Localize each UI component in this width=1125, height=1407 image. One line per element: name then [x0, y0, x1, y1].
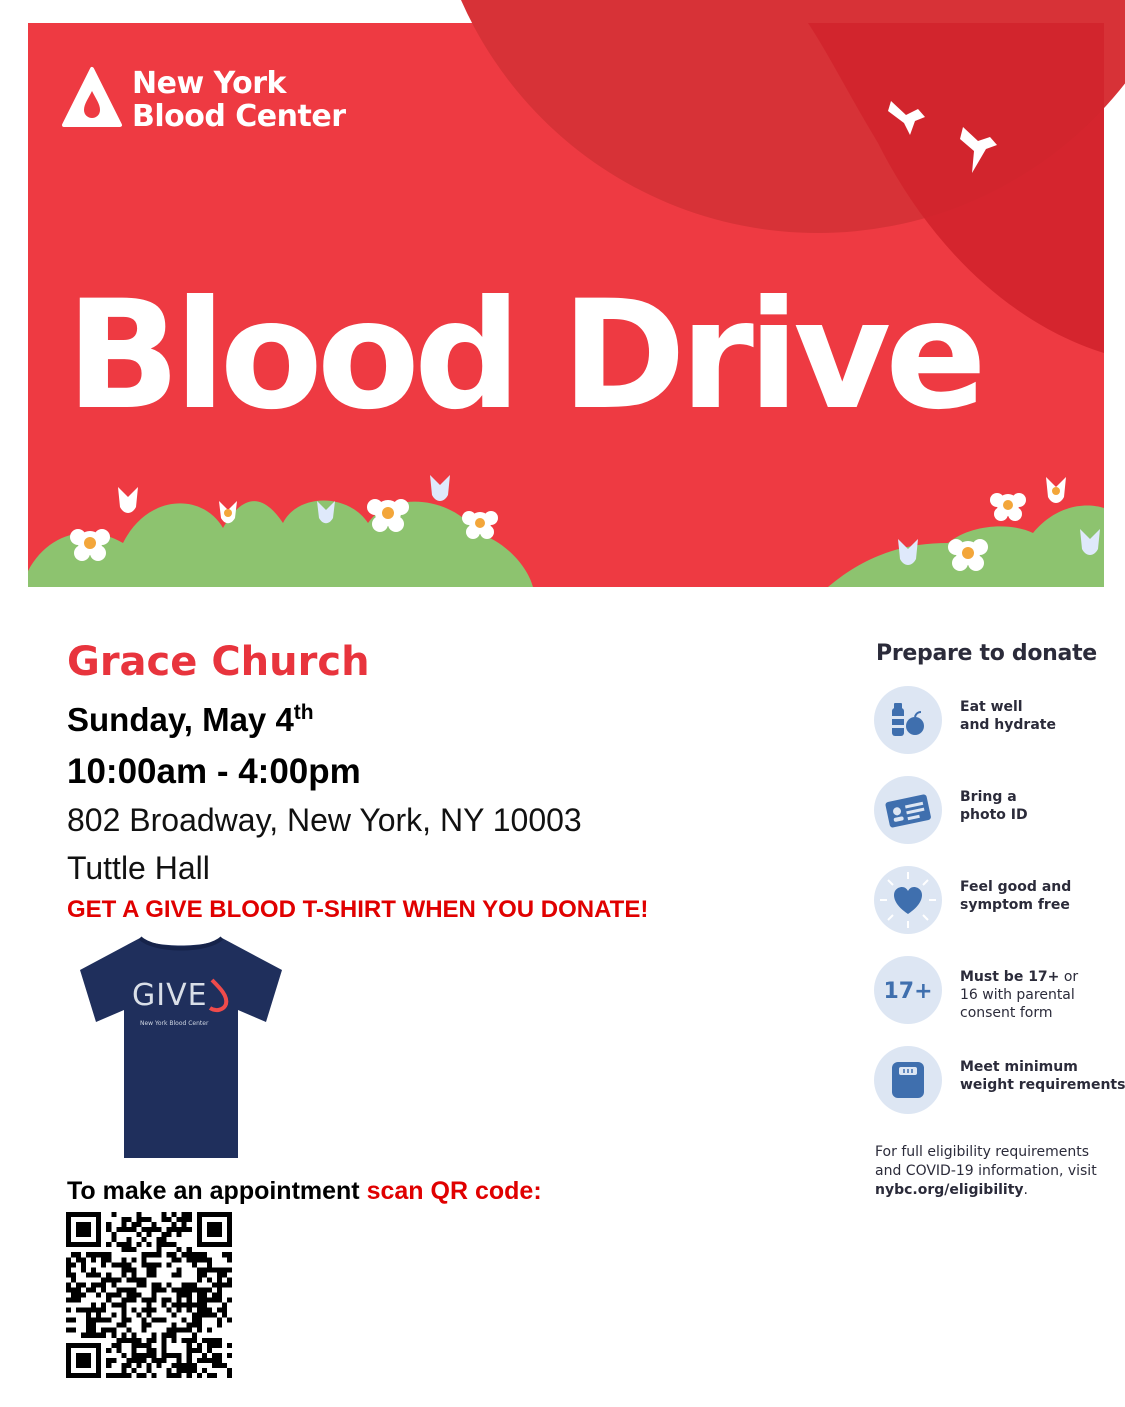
step-icon-circle — [874, 866, 942, 934]
appointment-label: To make an appointment — [67, 1177, 360, 1205]
step-text-line2: 16 with parental — [960, 987, 1075, 1003]
water-apple-icon — [874, 686, 942, 754]
hill-shape — [28, 501, 1104, 588]
qr-code[interactable] — [66, 1212, 232, 1378]
nybc-logo-icon — [62, 67, 122, 129]
step-icon-circle — [874, 1046, 942, 1114]
eligibility-end: . — [1023, 1182, 1028, 1198]
event-date — [67, 696, 314, 744]
appointment-cta: scan QR code: — [366, 1177, 542, 1205]
venue-name: Grace Church — [67, 639, 370, 685]
eligibility-line2: and COVID-19 information, visit — [875, 1163, 1097, 1179]
scale-icon — [874, 1046, 942, 1114]
eligibility-note — [875, 1143, 1097, 1200]
tshirt-print-subtext: New York Blood Center — [140, 1020, 209, 1027]
age-17-icon — [874, 956, 942, 1024]
step-icon-circle — [874, 776, 942, 844]
brand-name-line2: Blood Center — [132, 99, 346, 134]
age-icon-text: 17+ — [883, 979, 933, 1004]
heart-icon — [874, 866, 942, 934]
event-time: 10:00am - 4:00pm — [67, 752, 361, 791]
step-text-bold: Must be 17+ — [960, 969, 1060, 985]
step-text-bold-2: photo ID — [960, 807, 1028, 823]
header-banner — [28, 23, 1104, 587]
tshirt-image — [70, 930, 292, 1162]
step-icon-circle — [874, 956, 942, 1024]
event-room: Tuttle Hall — [67, 850, 210, 886]
step-label — [960, 1058, 1125, 1094]
tshirt-print-text: GIVE — [132, 978, 208, 1013]
prepare-title: Prepare to donate — [876, 641, 1097, 666]
step-label — [960, 788, 1028, 824]
step-text-bold-2: weight requirements — [960, 1077, 1125, 1093]
step-text-bold: Meet minimum — [960, 1059, 1078, 1075]
step-text-line3: consent form — [960, 1005, 1053, 1021]
step-text-bold: Eat well — [960, 699, 1023, 715]
step-text-bold: Bring a — [960, 789, 1017, 805]
eligibility-line1: For full eligibility requirements — [875, 1144, 1089, 1160]
brand-logo — [62, 67, 346, 133]
event-date-suffix: th — [293, 701, 314, 724]
event-address: 802 Broadway, New York, NY 10003 — [67, 802, 582, 838]
step-icon-circle — [874, 686, 942, 754]
eligibility-link[interactable]: nybc.org/eligibility — [875, 1182, 1024, 1198]
appointment-text — [67, 1174, 542, 1208]
step-text-bold-2: symptom free — [960, 897, 1070, 913]
event-date-main: Sunday, May 4 — [67, 701, 294, 738]
step-label — [960, 968, 1078, 1022]
promo-text: GET A GIVE BLOOD T-SHIRT WHEN YOU DONATE! — [67, 896, 649, 923]
step-text-normal: or — [1059, 969, 1079, 985]
step-label — [960, 878, 1071, 914]
photo-id-icon — [874, 776, 942, 844]
step-text-bold: Feel good and — [960, 879, 1072, 895]
step-text-bold-2: and hydrate — [960, 717, 1056, 733]
step-label — [960, 698, 1056, 734]
headline: Blood Drive — [66, 269, 981, 443]
brand-name-line1: New York — [132, 66, 286, 101]
